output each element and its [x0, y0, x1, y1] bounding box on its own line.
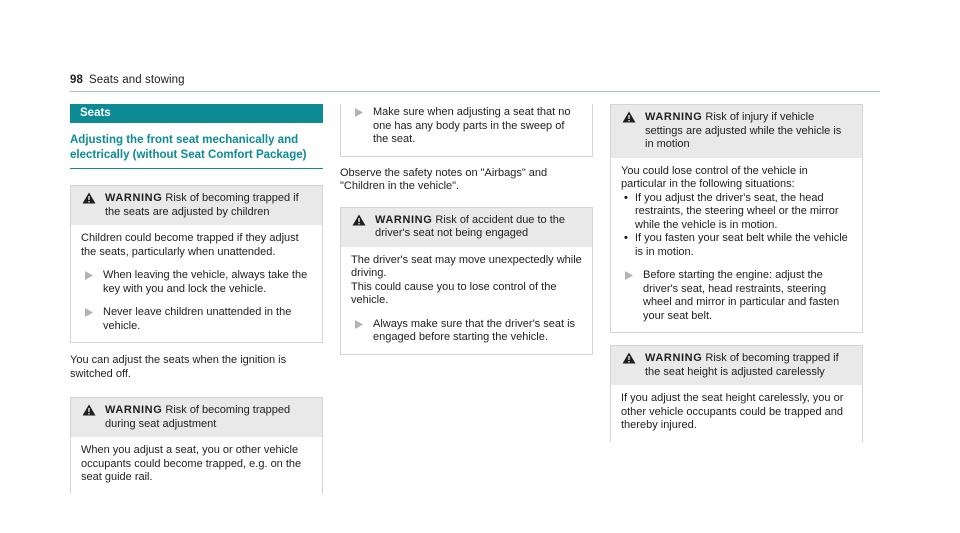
warning-body: [611, 385, 862, 442]
warning-body: [71, 437, 322, 494]
warning-label: WARNING: [375, 213, 433, 226]
warning-title: Risk of accident due to the driver's seat not being engaged: [375, 213, 566, 239]
step-item: [621, 269, 852, 323]
warning-triangle-icon: [622, 352, 636, 364]
warning-text: If you adjust the seat height carelessly, you or other vehicle occupants could be trapped and thereby injured.: [621, 392, 844, 431]
warning-header: [611, 346, 862, 385]
warning-header: [341, 208, 592, 247]
section-title-bar: Seats: [70, 104, 323, 123]
warning-triangle-icon: [352, 214, 366, 226]
step-item: [351, 106, 582, 147]
warning-text: You could lose control of the vehicle in particular in the following situations:: [621, 164, 808, 190]
arrow-right-icon: [355, 108, 363, 117]
arrow-right-icon: [625, 271, 633, 280]
warning-text: The driver's seat may move unexpectedly while driving.: [351, 253, 582, 279]
arrow-right-icon: [355, 320, 363, 329]
warning-triangle-icon: [622, 111, 636, 123]
step-item: [81, 306, 312, 333]
step-text: When leaving the vehicle, always take the key with you and lock the vehicle.: [103, 269, 308, 295]
warning-label: WARNING: [645, 111, 703, 123]
paragraph: Observe the safety notes on "Airbags" and "Children in the vehicle".: [340, 166, 548, 192]
warning-title: Risk of becoming trapped if the seats are adjusted by children: [105, 192, 299, 218]
paragraph: You can adjust the seats when the ignition is switched off.: [70, 354, 287, 380]
warning-title: Risk of injury if vehicle settings are adjusted while the vehicle is in motion: [645, 111, 842, 150]
bullet-item: [621, 192, 852, 233]
column-2: [340, 104, 593, 355]
warning-body: [71, 225, 322, 342]
warning-triangle-icon: [82, 192, 96, 204]
warning-header: [71, 186, 322, 225]
warning-box-continued: [340, 104, 593, 157]
warning-box-motion: [610, 104, 863, 333]
warning-triangle-icon: [82, 404, 96, 416]
warning-box-seat-height: [610, 345, 863, 442]
bullet-text: If you adjust the driver's seat, the head restraints, the steering wheel or the mirror while the vehicle is in motion.: [635, 191, 839, 231]
arrow-right-icon: [85, 271, 93, 280]
warning-label: WARNING: [105, 192, 163, 204]
warning-text: This could cause you to lose control of the vehicle.: [351, 280, 557, 306]
step-text: Make sure when adjusting a seat that no one has any body parts in the sweep of the seat.: [373, 106, 571, 145]
bullet-dot-icon: •: [624, 232, 628, 244]
warning-header: [71, 398, 322, 437]
warning-box-driver-seat: [340, 207, 593, 355]
warning-body: [341, 247, 592, 354]
warning-body: [611, 158, 862, 333]
warning-text: When you adjust a seat, you or other vehicle occupants could become trapped, e.g. on the seat guide rail.: [81, 444, 302, 483]
bullet-dot-icon: •: [624, 191, 628, 204]
step-text: Always make sure that the driver's seat is engaged before starting the vehicle.: [373, 317, 576, 343]
page-header: [70, 74, 185, 86]
bullet-item: [621, 232, 852, 259]
warning-title: Risk of becoming trapped during seat adjustment: [105, 404, 291, 430]
warning-body: [341, 104, 592, 156]
warning-title: Risk of becoming trapped if the seat height is adjusted carelessly: [645, 352, 839, 378]
column-3: [610, 104, 863, 442]
warning-header: [611, 105, 862, 158]
warning-box-seat-adjustment: [70, 397, 323, 494]
subheading: Adjusting the front seat mechanically and electrically (without Seat Comfort Package): [70, 133, 323, 169]
arrow-right-icon: [85, 308, 93, 317]
warning-label: WARNING: [105, 404, 163, 416]
bullet-text: If you fasten your seat belt while the vehicle is in motion.: [635, 232, 848, 258]
warning-text: Children could become trapped if they adjust the seats, particularly when unattended.: [81, 232, 299, 258]
column-1: [70, 104, 323, 494]
step-item: [351, 318, 582, 345]
warning-box-children: [70, 185, 323, 343]
step-text: Before starting the engine: adjust the driver's seat, head restraints, steering wheel and mirror in particular and fasten your seat belt.: [643, 269, 840, 322]
step-item: [81, 269, 312, 296]
header-divider: [70, 91, 880, 92]
page-number: 98: [70, 74, 83, 86]
header-section-title: Seats and stowing: [89, 74, 185, 86]
step-text: Never leave children unattended in the vehicle.: [103, 306, 292, 332]
warning-label: WARNING: [645, 352, 703, 364]
